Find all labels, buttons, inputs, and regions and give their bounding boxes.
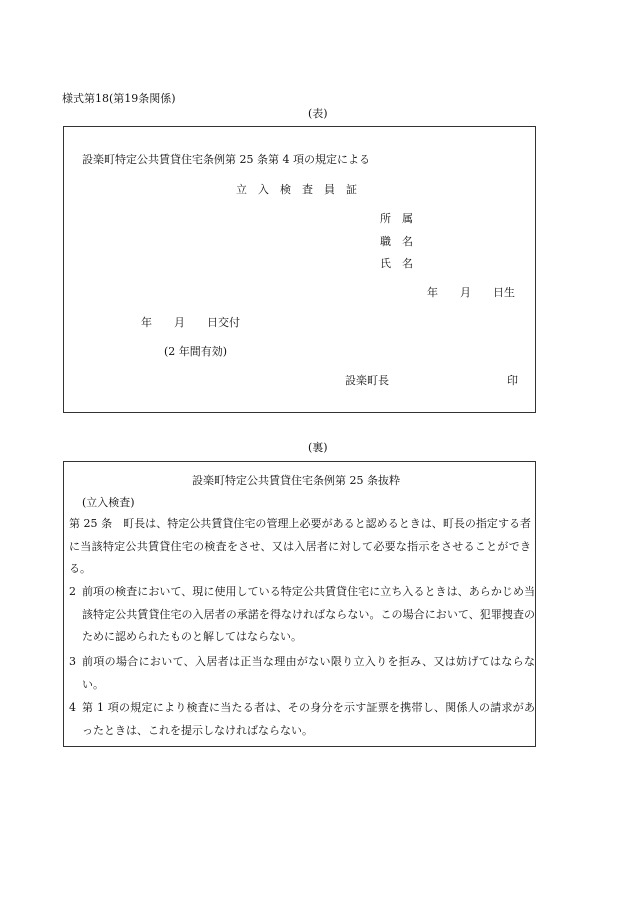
front-card bbox=[63, 126, 536, 413]
issuer-name: 設楽町長 bbox=[345, 374, 389, 387]
paragraph-number: 3 bbox=[69, 655, 76, 668]
paragraph-text: 前項の場合において、入居者は正当な理由がない限り立入りを拒み、又は妨げてはならない。 bbox=[82, 655, 535, 691]
field-name: 氏 名 bbox=[380, 257, 413, 270]
birth-date: 年 月 日生 bbox=[427, 286, 515, 299]
front-heading-line: 設楽町特定公共賃貸住宅条例第 25 条第 4 項の規定による bbox=[82, 153, 370, 166]
form-label: 様式第18(第19条関係) bbox=[62, 92, 176, 105]
paragraph-text: 前項の検査において、現に使用している特定公共賃貸住宅に立ち入るときは、あらかじめ当該特定公共賃貸住宅の入居者の承諾を得なければならない。この場合において、犯罪捜査のために認められたものと解してはならない。 bbox=[82, 585, 535, 644]
paragraph-3 bbox=[69, 651, 535, 696]
paragraph-text: 第 1 項の規定により検査に当たる者は、その身分を示す証票を携帯し、関係人の請求があったときは、これを提示しなければならない。 bbox=[82, 701, 535, 737]
issue-date: 年 月 日交付 bbox=[141, 316, 240, 329]
article-25-paragraph bbox=[69, 513, 531, 581]
seal-mark: 印 bbox=[507, 374, 518, 387]
field-position: 職 名 bbox=[380, 235, 413, 248]
front-side-label: (表) bbox=[308, 107, 328, 120]
certificate-title: 立 入 検 査 員 証 bbox=[236, 183, 357, 196]
excerpt-title: 設楽町特定公共賃貸住宅条例第 25 条抜粋 bbox=[192, 474, 400, 487]
paragraph-2 bbox=[69, 581, 535, 649]
article-number: 第 25 条 bbox=[69, 517, 113, 530]
paragraph-4 bbox=[69, 697, 535, 742]
section-caption: (立入検査) bbox=[82, 496, 135, 509]
field-affiliation: 所 属 bbox=[380, 212, 413, 225]
paragraph-number: 2 bbox=[69, 585, 76, 598]
validity-note: (2 年間有効) bbox=[164, 345, 228, 358]
paragraph-number: 4 bbox=[69, 701, 76, 714]
article-text: 町長は、特定公共賃貸住宅の管理上必要があると認めるときは、町長の指定する者に当該特定公共賃貸住宅の検査をさせ、又は入居者に対して必要な指示をさせることができる。 bbox=[69, 517, 532, 576]
back-side-label: (裏) bbox=[308, 441, 328, 454]
